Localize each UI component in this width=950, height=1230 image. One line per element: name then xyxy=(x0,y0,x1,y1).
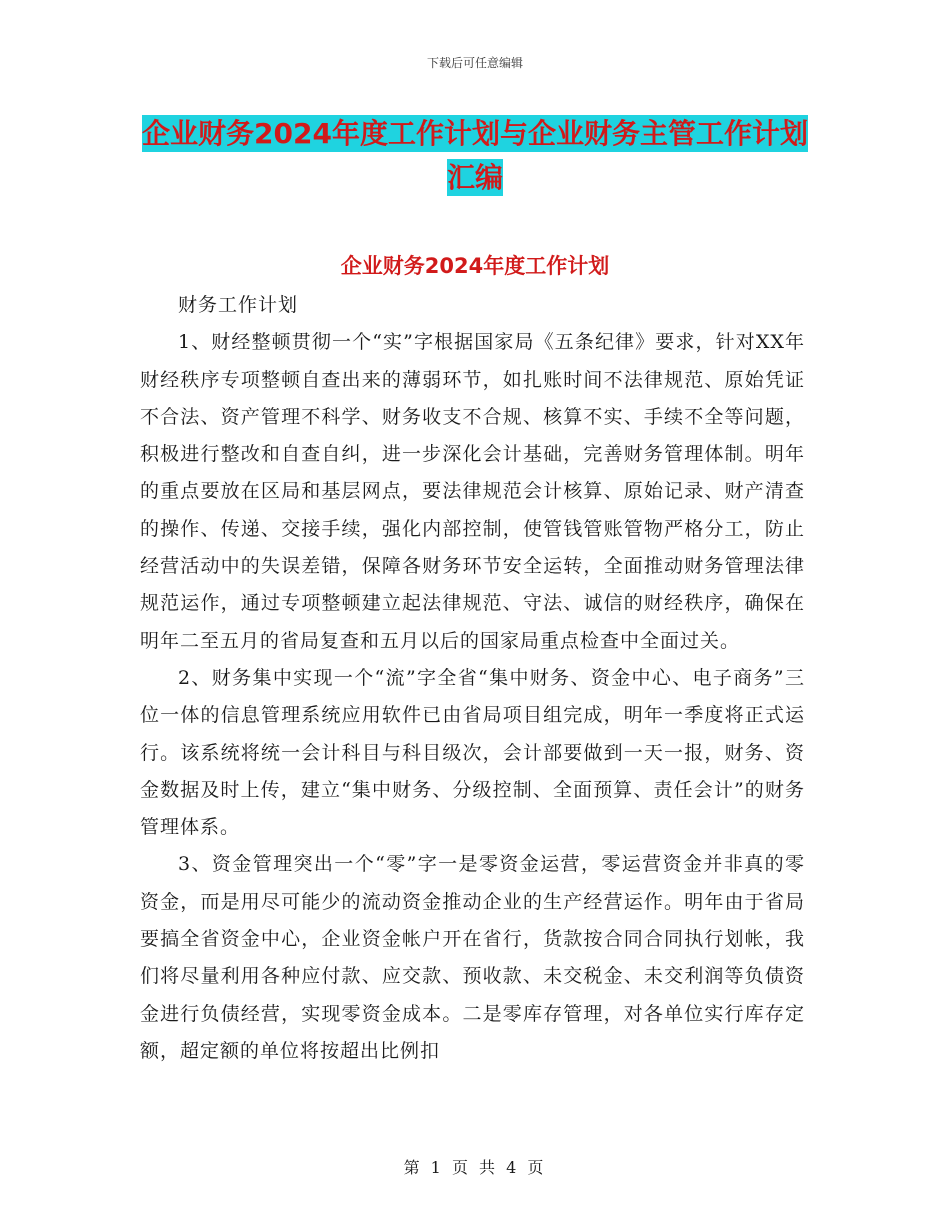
header-note: 下载后可任意编辑 xyxy=(426,56,523,70)
paragraph: 3、资金管理突出一个“零”字一是零资金运营，零运营资金并非真的零资金，而是用尽可能少的流动资金推动企业的生产经营运作。明年由于省局要搞全省资金中心，企业资金帐户开在省行，货款按合同合同执行划帐，我们将尽量利用各种应付款、应交款、预收款、未交税金、未交利润等负债资金进行负债经营，实现零资金成本。二是零库存管理，对各单位实行库存定额，超定额的单位将按超出比例扣 xyxy=(140,853,805,1062)
paragraph: 1、财经整顿贯彻一个“实”字根据国家局《五条纪律》要求，针对XX年财经秩序专项整顿自查出来的薄弱环节，如扎账时间不法律规范、原始凭证不合法、资产管理不科学、财务收支不合规、核算不实、手续不全等问题，积极进行整改和自查自纠，进一步深化会计基础，完善财务管理体制。明年的重点要放在区局和基层网点，要法律规范会计核算、原始记录、财产清查的操作、传递、交接手续，强化内部控制，使管钱管账管物严格分工，防止经营活动中的失误差错，保障各财务环节安全运转，全面推动财务管理法律规范运作，通过专项整顿建立起法律规范、守法、诚信的财经秩序，确保在明年二至五月的省局复查和五月以后的国家局重点检查中全面过关。 xyxy=(140,331,805,652)
document-body xyxy=(140,287,805,1070)
paragraph: 2、财务集中实现一个“流”字全省“集中财务、资金中心、电子商务”三位一体的信息管理系统应用软件已由省局项目组完成，明年一季度将正式运行。该系统将统一会计科目与科目级次，会计部要做到一天一报，财务、资金数据及时上传，建立“集中财务、分级控制、全面预算、责任会计”的财务管理体系。 xyxy=(140,666,805,839)
document-title-line1: 企业财务2024年度工作计划与企业财务主管工作计划 xyxy=(142,117,808,150)
document-title xyxy=(0,112,950,200)
page-footer: 第 1 页 共 4 页 xyxy=(403,1158,547,1177)
paragraph-heading: 财务工作计划 xyxy=(178,294,299,316)
document-title-line2: 汇编 xyxy=(446,161,503,194)
section-title: 企业财务2024年度工作计划 xyxy=(340,254,610,278)
